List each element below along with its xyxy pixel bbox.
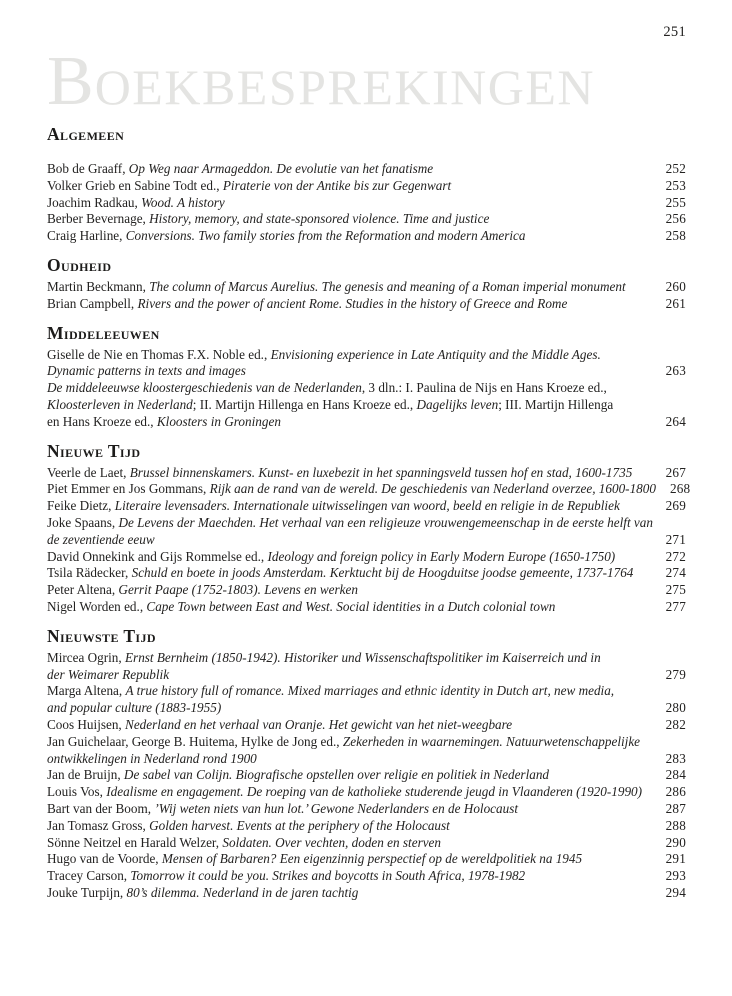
- entry-text: [47, 296, 567, 313]
- author-text: Veerle de Laet,: [47, 464, 130, 480]
- entry-page-number: 275: [665, 582, 686, 598]
- section-entries: [47, 347, 686, 431]
- toc-entry-line: [47, 818, 686, 835]
- toc-section: [47, 322, 686, 431]
- book-title-text: De sabel van Colijn. Biografische opstellen over religie en politiek in Nederland: [123, 767, 550, 783]
- toc-entry-line: [47, 885, 686, 902]
- book-title-text: de zeventiende eeuw: [47, 531, 155, 547]
- entry-text: [47, 835, 441, 852]
- entry-page-number: 258: [665, 228, 686, 244]
- toc-entry-line: [47, 498, 686, 515]
- entry-text: [47, 380, 607, 397]
- toc-entry-line: [47, 734, 686, 751]
- toc-entry-line: [47, 178, 686, 195]
- entry-page-number: 286: [665, 784, 686, 800]
- toc-sections: [47, 124, 691, 902]
- author-text: Tsila Rädecker,: [47, 565, 132, 581]
- entry-text: [47, 650, 601, 667]
- toc-entry-line: [47, 717, 686, 734]
- entry-text: [47, 700, 221, 717]
- toc-entry-line: [47, 380, 686, 397]
- entry-text: [47, 599, 555, 616]
- toc-entry-line: [47, 515, 686, 532]
- entry-page-number: 279: [665, 666, 686, 682]
- book-title-text: Rijk aan de rand van de wereld. De geschiedenis van Nederland overzee, 1600-1800: [209, 481, 656, 497]
- entry-text: [47, 161, 433, 178]
- toc-entry-line: [47, 565, 686, 582]
- book-title-text: De middeleeuwse kloostergeschiedenis van de Nederlanden: [47, 380, 362, 396]
- entry-text: [47, 228, 526, 245]
- toc-entry-line: [47, 868, 686, 885]
- entry-page-number: 271: [665, 531, 686, 547]
- book-title-text: Kloosters in Groningen: [156, 413, 281, 429]
- entry-text: [47, 767, 549, 784]
- author-text: Feike Dietz,: [47, 498, 115, 514]
- entry-text: [47, 515, 653, 532]
- entry-text: [47, 414, 281, 431]
- book-title-text: Op Weg naar Armageddon. De evolutie van het fanatisme: [128, 161, 434, 176]
- entry-text: [47, 532, 155, 549]
- book-title-text: The column of Marcus Aurelius. The genesis and meaning of a Roman imperial monument: [149, 278, 626, 294]
- book-title-text: Soldaten. Over vechten, doden en sterven: [222, 834, 442, 850]
- entry-page-number: 274: [665, 565, 686, 581]
- section-heading: Middeleeuwen: [47, 322, 160, 343]
- author-text: Marga Altena,: [47, 683, 126, 699]
- book-title-text: Conversions. Two family stories from the Reformation and modern America: [125, 228, 526, 244]
- toc-entry-line: [47, 228, 686, 245]
- author-text: Jan Guichelaar, George B. Huitema, Hylke de Jong ed.,: [47, 733, 343, 749]
- toc-entry-line: [47, 667, 686, 684]
- toc-entry-line: [47, 650, 686, 667]
- entry-page-number: 287: [665, 800, 686, 816]
- author-text: Sönne Neitzel en Harald Welzer,: [47, 834, 223, 850]
- entry-page-number: 291: [665, 851, 686, 867]
- author-text: Louis Vos,: [47, 784, 107, 800]
- entry-text: [47, 397, 613, 414]
- entry-page-number: 272: [665, 548, 686, 564]
- entry-text: [47, 279, 626, 296]
- author-text: Volker Grieb en Sabine Todt ed.,: [47, 177, 223, 193]
- toc-section: [47, 124, 686, 245]
- entry-page-number: 268: [669, 481, 691, 497]
- section-entries: [47, 161, 686, 245]
- author-text: en Hans Kroeze ed.,: [47, 413, 157, 429]
- author-text: Jan de Bruijn,: [47, 767, 124, 783]
- author-text: Jan Tomasz Gross,: [47, 817, 150, 833]
- author-text: , 3 dln.: I. Paulina de Nijs en Hans Kroeze ed.,: [361, 380, 607, 396]
- entry-text: [47, 801, 518, 818]
- entry-text: [47, 784, 642, 801]
- author-text: Bart van der Boom,: [47, 800, 155, 816]
- author-text: Peter Altena,: [47, 582, 119, 598]
- author-text: David Onnekink and Gijs Rommelse ed.,: [47, 548, 268, 564]
- entry-text: [47, 211, 489, 228]
- entry-text: [47, 363, 246, 380]
- entry-text: [47, 195, 225, 212]
- entry-text: [47, 683, 614, 700]
- author-text: Brian Campbell,: [47, 295, 138, 311]
- page-title: [47, 0, 686, 120]
- entry-page-number: 277: [665, 598, 686, 614]
- book-title-text: ontwikkelingen in Nederland rond 1900: [47, 750, 257, 766]
- book-title-text: Piraterie von der Antike bis zur Gegenwart: [222, 177, 452, 193]
- book-title-text: A true history full of romance. Mixed marriages and ethnic identity in Dutch art, new media,: [125, 683, 615, 699]
- author-text: Joke Spaans,: [47, 514, 119, 530]
- entry-page-number: 283: [665, 750, 686, 766]
- entry-page-number: 269: [665, 498, 686, 514]
- entry-text: [47, 498, 620, 515]
- toc-entry-line: [47, 801, 686, 818]
- book-title-text: Dagelijks leven: [416, 396, 499, 412]
- book-title-text: Cape Town between East and West. Social identities in a Dutch colonial town: [146, 598, 556, 614]
- toc-entry-line: [47, 397, 686, 414]
- entry-page-number: 290: [665, 834, 686, 850]
- book-title-text: Schuld en boete in joods Amsterdam. Kerktucht bij de Hoogduitse joodse gemeente, 1737-1764: [131, 565, 634, 581]
- author-text: Craig Harline,: [47, 228, 126, 244]
- page-title-initial: B: [47, 43, 95, 120]
- entry-text: [47, 717, 512, 734]
- author-text: Mircea Ogrin,: [47, 649, 125, 665]
- book-title-text: Rivers and the power of ancient Rome. Studies in the history of Greece and Rome: [137, 295, 568, 311]
- section-heading: Oudheid: [47, 254, 112, 275]
- entry-text: [47, 465, 632, 482]
- book-title-text: Tomorrow it could be you. Strikes and boycotts in South Africa, 1978-1982: [130, 868, 526, 884]
- toc-entry-line: [47, 296, 686, 313]
- toc-entry-line: [47, 532, 686, 549]
- toc-entry-line: [47, 465, 686, 482]
- toc-entry-line: [47, 700, 686, 717]
- author-text: Giselle de Nie en Thomas F.X. Noble ed.,: [47, 346, 271, 362]
- entry-page-number: 261: [665, 295, 686, 311]
- toc-entry-line: [47, 414, 686, 431]
- toc-section: [47, 254, 686, 313]
- toc-entry-line: [47, 582, 686, 599]
- toc-entry-line: [47, 195, 686, 212]
- toc-entry-line: [47, 161, 686, 178]
- entry-page-number: 260: [665, 278, 686, 294]
- toc-entry-line: [47, 347, 686, 364]
- section-entries: [47, 464, 691, 616]
- author-text: Berber Bevernage,: [47, 211, 150, 227]
- section-heading: Nieuwste Tijd: [47, 625, 156, 646]
- entry-page-number: 253: [665, 177, 686, 193]
- book-title-text: Zekerheden in waarnemingen. Natuurwetenschappelijke: [342, 733, 641, 749]
- book-title-text: Mensen of Barbaren? Een eigenzinnig perspectief op de wereldpolitiek na 1945: [161, 851, 583, 867]
- entry-text: [47, 481, 656, 498]
- book-title-text: History, memory, and state-sponsored violence. Time and justice: [149, 211, 490, 227]
- entry-page-number: 293: [665, 868, 686, 884]
- book-title-text: and popular culture (1883-1955): [47, 700, 222, 716]
- book-title-text: Nederland en het verhaal van Oranje. Het gewicht van het niet-weegbare: [125, 716, 513, 732]
- toc-entry-line: [47, 363, 686, 380]
- book-title-text: Wood. A history: [141, 194, 225, 210]
- author-text: Bob de Graaff,: [47, 161, 129, 176]
- entry-text: [47, 667, 169, 684]
- entry-page-number: 282: [665, 716, 686, 732]
- book-title-text: Literaire levensaders. Internationale uitwisselingen van woord, beeld en religie in de Republiek: [114, 498, 620, 514]
- toc-entry-line: [47, 851, 686, 868]
- book-title-text: Kloosterleven in Nederland: [47, 396, 193, 412]
- entry-page-number: 288: [665, 817, 686, 833]
- toc-entry-line: [47, 835, 686, 852]
- toc-section: [47, 440, 691, 616]
- book-title-text: Ernst Bernheim (1850-1942). Historiker und Wissenschaftspolitiker im Kaiserreich und in: [125, 649, 601, 665]
- book-title-text: Brussel binnenskamers. Kunst- en luxebezit in het spanningsveld tussen hof en stad, 1600-1735: [129, 464, 633, 480]
- entry-page-number: 280: [665, 700, 686, 716]
- entry-text: [47, 851, 582, 868]
- entry-text: [47, 178, 451, 195]
- book-title-text: Ideology and foreign policy in Early Modern Europe (1650-1750): [267, 548, 616, 564]
- entry-text: [47, 734, 640, 751]
- author-text: Piet Emmer en Jos Gommans,: [47, 481, 210, 497]
- page-number: 251: [663, 24, 686, 40]
- toc-entry-line: [47, 751, 686, 768]
- book-title-text: Golden harvest. Events at the periphery of the Holocaust: [149, 817, 450, 833]
- section-heading: Algemeen: [47, 124, 125, 144]
- book-title-text: Idealisme en engagement. De roeping van de katholieke studerende jeugd in Vlaanderen (1920-1990): [106, 784, 643, 800]
- book-title-text: Dynamic patterns in texts and images: [47, 363, 246, 379]
- entry-text: [47, 751, 257, 768]
- section-entries: [47, 650, 686, 902]
- entry-text: [47, 549, 615, 566]
- author-text: Martin Beckmann,: [47, 278, 150, 294]
- entry-page-number: 255: [665, 194, 686, 210]
- entry-page-number: 294: [665, 884, 686, 900]
- toc-entry-line: [47, 279, 686, 296]
- entry-text: [47, 582, 358, 599]
- toc-entry-line: [47, 211, 686, 228]
- author-text: Jouke Turpijn,: [47, 884, 127, 900]
- section-heading: Nieuwe Tijd: [47, 440, 141, 461]
- author-text: Joachim Radkau,: [47, 194, 142, 210]
- toc-entry-line: [47, 599, 686, 616]
- book-title-text: der Weimarer Republik: [47, 666, 170, 682]
- toc-entry-line: [47, 549, 686, 566]
- author-text: Nigel Worden ed.,: [47, 598, 147, 614]
- author-text: ; III. Martijn Hillenga: [498, 396, 614, 412]
- toc-entry-line: [47, 683, 686, 700]
- author-text: Coos Huijsen,: [47, 716, 126, 732]
- entry-page-number: 263: [665, 363, 686, 379]
- book-title-text: ’Wij weten niets van hun lot.’ Gewone Nederlanders en de Holocaust: [154, 800, 519, 816]
- author-text: Tracey Carson,: [47, 868, 131, 884]
- toc-entry-line: [47, 767, 686, 784]
- entry-text: [47, 347, 601, 364]
- page-title-rest: OEKBESPREKINGEN: [94, 59, 595, 115]
- toc-entry-line: [47, 481, 691, 498]
- toc-entry-line: [47, 784, 686, 801]
- entry-page-number: 256: [665, 211, 686, 227]
- entry-text: [47, 885, 358, 902]
- author-text: ; II. Martijn Hillenga en Hans Kroeze ed.,: [192, 396, 417, 412]
- entry-page-number: 284: [665, 767, 686, 783]
- entry-text: [47, 565, 633, 582]
- book-title-text: De Levens der Maechden. Het verhaal van een religieuze vrouwengemeenschap in de eerste helft van: [118, 514, 653, 530]
- entry-page-number: 267: [665, 464, 686, 480]
- toc-section: [47, 625, 686, 902]
- book-title-text: Gerrit Paape (1752-1803). Levens en werken: [118, 582, 358, 598]
- author-text: Hugo van de Voorde,: [47, 851, 162, 867]
- entry-page-number: 252: [665, 161, 686, 176]
- entry-text: [47, 868, 525, 885]
- book-title-text: 80’s dilemma. Nederland in de jaren tachtig: [126, 884, 359, 900]
- entry-page-number: 264: [665, 413, 686, 429]
- section-entries: [47, 279, 686, 313]
- entry-text: [47, 818, 450, 835]
- book-title-text: Envisioning experience in Late Antiquity and the Middle Ages.: [270, 346, 601, 362]
